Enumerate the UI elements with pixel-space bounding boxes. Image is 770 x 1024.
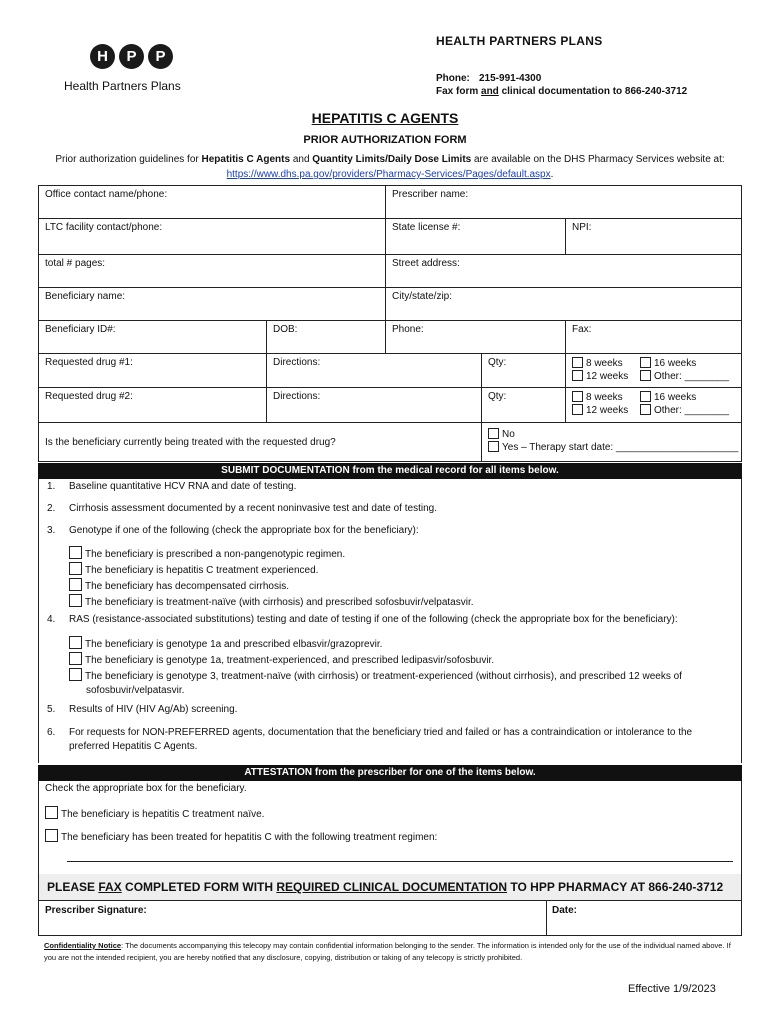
treatment-regimen-line[interactable] — [67, 861, 733, 862]
fax-line-t3: TO HPP PHARMACY AT 866-240-3712 — [507, 880, 724, 894]
confidentiality-text: : The documents accompanying this telecopy may contain confidential information belonging to the sender. The information is intended only for the use of the individual named above. If you are not the intended recipient, you are hereby notified that any disclosure, copying, distribution or taking of any telecopy is strictly prohibited. — [44, 941, 731, 962]
item-num: 2. — [47, 503, 56, 514]
item-text: RAS (resistance-associated substitutions) testing and date of testing if one of the following (check the appropriate box for the beneficiary): — [69, 614, 678, 625]
option-text: The beneficiary is treatment-naïve (with cirrhosis) and prescribed sofosbuvir/velpatasvir. — [85, 597, 474, 608]
prescriber-signature-field[interactable]: Prescriber Signature: — [45, 905, 147, 916]
street-address-field[interactable]: Street address: — [386, 255, 741, 288]
guidelines-quantity: Quantity Limits/Daily Dose Limits — [312, 154, 472, 165]
contact-info — [436, 72, 687, 98]
genotype-option — [69, 562, 729, 578]
fax-instructions — [436, 85, 687, 98]
fax-line-fax: FAX — [98, 880, 122, 894]
guidelines-t4: . — [550, 169, 554, 180]
opt-8-weeks-label: 8 weeks — [586, 358, 623, 369]
doc-item-4 — [47, 613, 727, 627]
genotype-options — [69, 546, 729, 610]
opt-16-weeks-label: 16 weeks — [654, 392, 697, 403]
hpp-logo — [64, 44, 214, 98]
option-text: The beneficiary is hepatitis C treatment naïve. — [61, 809, 265, 820]
form-subtitle: PRIOR AUTHORIZATION FORM — [303, 134, 467, 146]
opt-yes-therapy-label: Yes – Therapy start date: ______________________ — [502, 442, 739, 453]
opt-other-label: Other: ________ — [654, 405, 730, 416]
confidentiality-label: Confidentiality Notice — [44, 941, 122, 950]
genotype-option — [69, 594, 729, 610]
item-num: 3. — [47, 525, 56, 536]
effective-date: Effective 1/9/2023 — [628, 983, 716, 995]
ras-options — [69, 636, 729, 698]
qty-2-field[interactable]: Qty: — [482, 388, 566, 423]
prescriber-name-field[interactable]: Prescriber name: — [386, 186, 741, 219]
logo-name: Health Partners Plans — [64, 79, 181, 93]
item-num: 6. — [47, 727, 56, 738]
item-num: 1. — [47, 481, 56, 492]
item-text: Genotype if one of the following (check the appropriate box for the beneficiary): — [69, 525, 419, 536]
genotype-option — [69, 546, 729, 562]
checkbox-16-weeks-1[interactable] — [640, 357, 651, 368]
checkbox-previously-treated[interactable] — [45, 829, 58, 842]
checkbox-12-weeks-1[interactable] — [572, 370, 583, 381]
ras-option — [69, 668, 729, 698]
doc-item-6 — [47, 726, 727, 754]
item-text: Cirrhosis assessment documented by a recent noninvasive test and date of testing. — [69, 503, 437, 514]
option-text: The beneficiary is genotype 3, treatment-naïve (with cirrhosis) or treatment-experienced (without cirrhosis), and prescribed 12 weeks of sofosbuvir/velpatasvir. — [85, 671, 682, 696]
checkbox-12-weeks-2[interactable] — [572, 404, 583, 415]
option-text: The beneficiary is prescribed a non-pangenotypic regimen. — [85, 549, 346, 560]
state-license-field[interactable]: State license #: — [386, 219, 566, 255]
checkbox-other-2[interactable] — [640, 404, 651, 415]
npi-field[interactable]: NPI: — [566, 219, 741, 255]
genotype-option — [69, 578, 729, 594]
guidelines-t3: are available on the DHS Pharmacy Services website at: — [471, 154, 725, 165]
item-text: For requests for NON-PREFERRED agents, documentation that the beneficiary tried and failed or has a contraindication or intolerance to the preferred Hepatitis C Agents. — [69, 727, 693, 752]
fax-text-and: and — [481, 86, 499, 97]
checkbox-16-weeks-2[interactable] — [640, 391, 651, 402]
confidentiality-notice — [44, 940, 734, 964]
opt-12-weeks-label: 12 weeks — [586, 405, 629, 416]
attestation-instruction: Check the appropriate box for the beneficiary. — [45, 783, 247, 794]
dhs-website-link[interactable]: https://www.dhs.pa.gov/providers/Pharmacy-Services/Pages/default.aspx — [226, 169, 551, 180]
opt-no-label: No — [502, 429, 515, 440]
phone-field[interactable]: Phone: — [386, 321, 566, 354]
checkbox-ras-2[interactable] — [69, 652, 82, 665]
checkbox-8-weeks-2[interactable] — [572, 391, 583, 402]
fax-line-required: REQUIRED CLINICAL DOCUMENTATION — [276, 880, 508, 894]
guidelines-t1: Prior authorization guidelines for — [55, 154, 202, 165]
documentation-bar: SUBMIT DOCUMENTATION from the medical record for all items below. — [38, 463, 742, 479]
signature-box — [38, 900, 742, 936]
logo-letter-p2: P — [148, 44, 173, 69]
doc-item-3 — [47, 524, 727, 538]
fax-instruction-line — [38, 874, 742, 900]
option-text: The beneficiary is genotype 1a and prescribed elbasvir/grazoprevir. — [85, 639, 383, 650]
currently-treated-options — [482, 423, 741, 461]
checkbox-genotype-4[interactable] — [69, 594, 82, 607]
fax-line-t2: COMPLETED FORM WITH — [121, 880, 277, 894]
attestation-section — [38, 781, 742, 874]
attestation-option-naive — [45, 806, 264, 820]
checkbox-ras-1[interactable] — [69, 636, 82, 649]
logo-letter-h: H — [90, 44, 115, 69]
dob-field[interactable]: DOB: — [267, 321, 386, 354]
date-field[interactable]: Date: — [552, 905, 578, 916]
guidelines-t2: and — [290, 154, 313, 165]
checkbox-yes[interactable] — [488, 441, 499, 452]
guidelines-text — [40, 152, 740, 182]
directions-1-field[interactable]: Directions: — [267, 354, 482, 388]
ras-option — [69, 636, 729, 652]
doc-item-5 — [47, 703, 727, 717]
checkbox-no[interactable] — [488, 428, 499, 439]
fax-line-t1: PLEASE — [47, 880, 99, 894]
item-num: 4. — [47, 614, 56, 625]
currently-treated-question: Is the beneficiary currently being treated with the requested drug? — [39, 423, 482, 461]
org-name: HEALTH PARTNERS PLANS — [436, 34, 603, 48]
item-text: Baseline quantitative HCV RNA and date of testing. — [69, 481, 297, 492]
checkbox-genotype-3[interactable] — [69, 578, 82, 591]
checkbox-genotype-2[interactable] — [69, 562, 82, 575]
duration-1-options — [566, 354, 741, 388]
checkbox-ras-3[interactable] — [69, 668, 82, 681]
option-text: The beneficiary is hepatitis C treatment experienced. — [85, 565, 319, 576]
checkbox-genotype-1[interactable] — [69, 546, 82, 559]
duration-2-options — [566, 388, 741, 423]
city-state-zip-field[interactable]: City/state/zip: — [386, 288, 741, 321]
option-text: The beneficiary is genotype 1a, treatment-experienced, and prescribed ledipasvir/sofosbuvir. — [85, 655, 495, 666]
phone-number: 215-991-4300 — [479, 73, 542, 84]
total-pages-field[interactable]: total # pages: — [39, 255, 386, 288]
opt-12-weeks-label: 12 weeks — [586, 371, 629, 382]
checkbox-other-1[interactable] — [640, 370, 651, 381]
checkbox-8-weeks-1[interactable] — [572, 357, 583, 368]
logo-letter-p1: P — [119, 44, 144, 69]
signature-divider — [546, 901, 547, 935]
directions-2-field[interactable]: Directions: — [267, 388, 482, 423]
doc-item-1 — [47, 480, 727, 494]
opt-8-weeks-label: 8 weeks — [586, 392, 623, 403]
ltc-facility-field[interactable]: LTC facility contact/phone: — [39, 219, 386, 255]
phone-label: Phone: — [436, 73, 470, 84]
item-text: Results of HIV (HIV Ag/Ab) screening. — [69, 704, 238, 715]
opt-16-weeks-label: 16 weeks — [654, 358, 697, 369]
phone-line — [436, 72, 687, 85]
office-contact-field[interactable]: Office contact name/phone: — [39, 186, 386, 219]
attestation-option-treated — [45, 829, 437, 843]
beneficiary-name-field[interactable]: Beneficiary name: — [39, 288, 386, 321]
doc-item-2 — [47, 502, 727, 516]
requested-drug-1-field[interactable]: Requested drug #1: — [39, 354, 267, 388]
fax-text-post: clinical documentation to 866-240-3712 — [498, 86, 688, 97]
attestation-bar: ATTESTATION from the prescriber for one of the items below. — [38, 765, 742, 781]
qty-1-field[interactable]: Qty: — [482, 354, 566, 388]
logo-circles — [90, 44, 214, 69]
option-text: The beneficiary has decompensated cirrhosis. — [85, 581, 289, 592]
opt-other-label: Other: ________ — [654, 371, 730, 382]
info-grid — [38, 185, 742, 462]
ras-option — [69, 652, 729, 668]
fax-text-pre: Fax form — [436, 86, 482, 97]
fax-field[interactable]: Fax: — [566, 321, 741, 354]
beneficiary-id-field[interactable]: Beneficiary ID#: — [39, 321, 267, 354]
documentation-section — [38, 479, 742, 763]
option-text: The beneficiary has been treated for hepatitis C with the following treatment regimen: — [61, 832, 438, 843]
requested-drug-2-field[interactable]: Requested drug #2: — [39, 388, 267, 423]
guidelines-hepc: Hepatitis C Agents — [201, 154, 291, 165]
checkbox-treatment-naive[interactable] — [45, 806, 58, 819]
item-num: 5. — [47, 704, 56, 715]
form-title: HEPATITIS C AGENTS — [311, 110, 459, 126]
